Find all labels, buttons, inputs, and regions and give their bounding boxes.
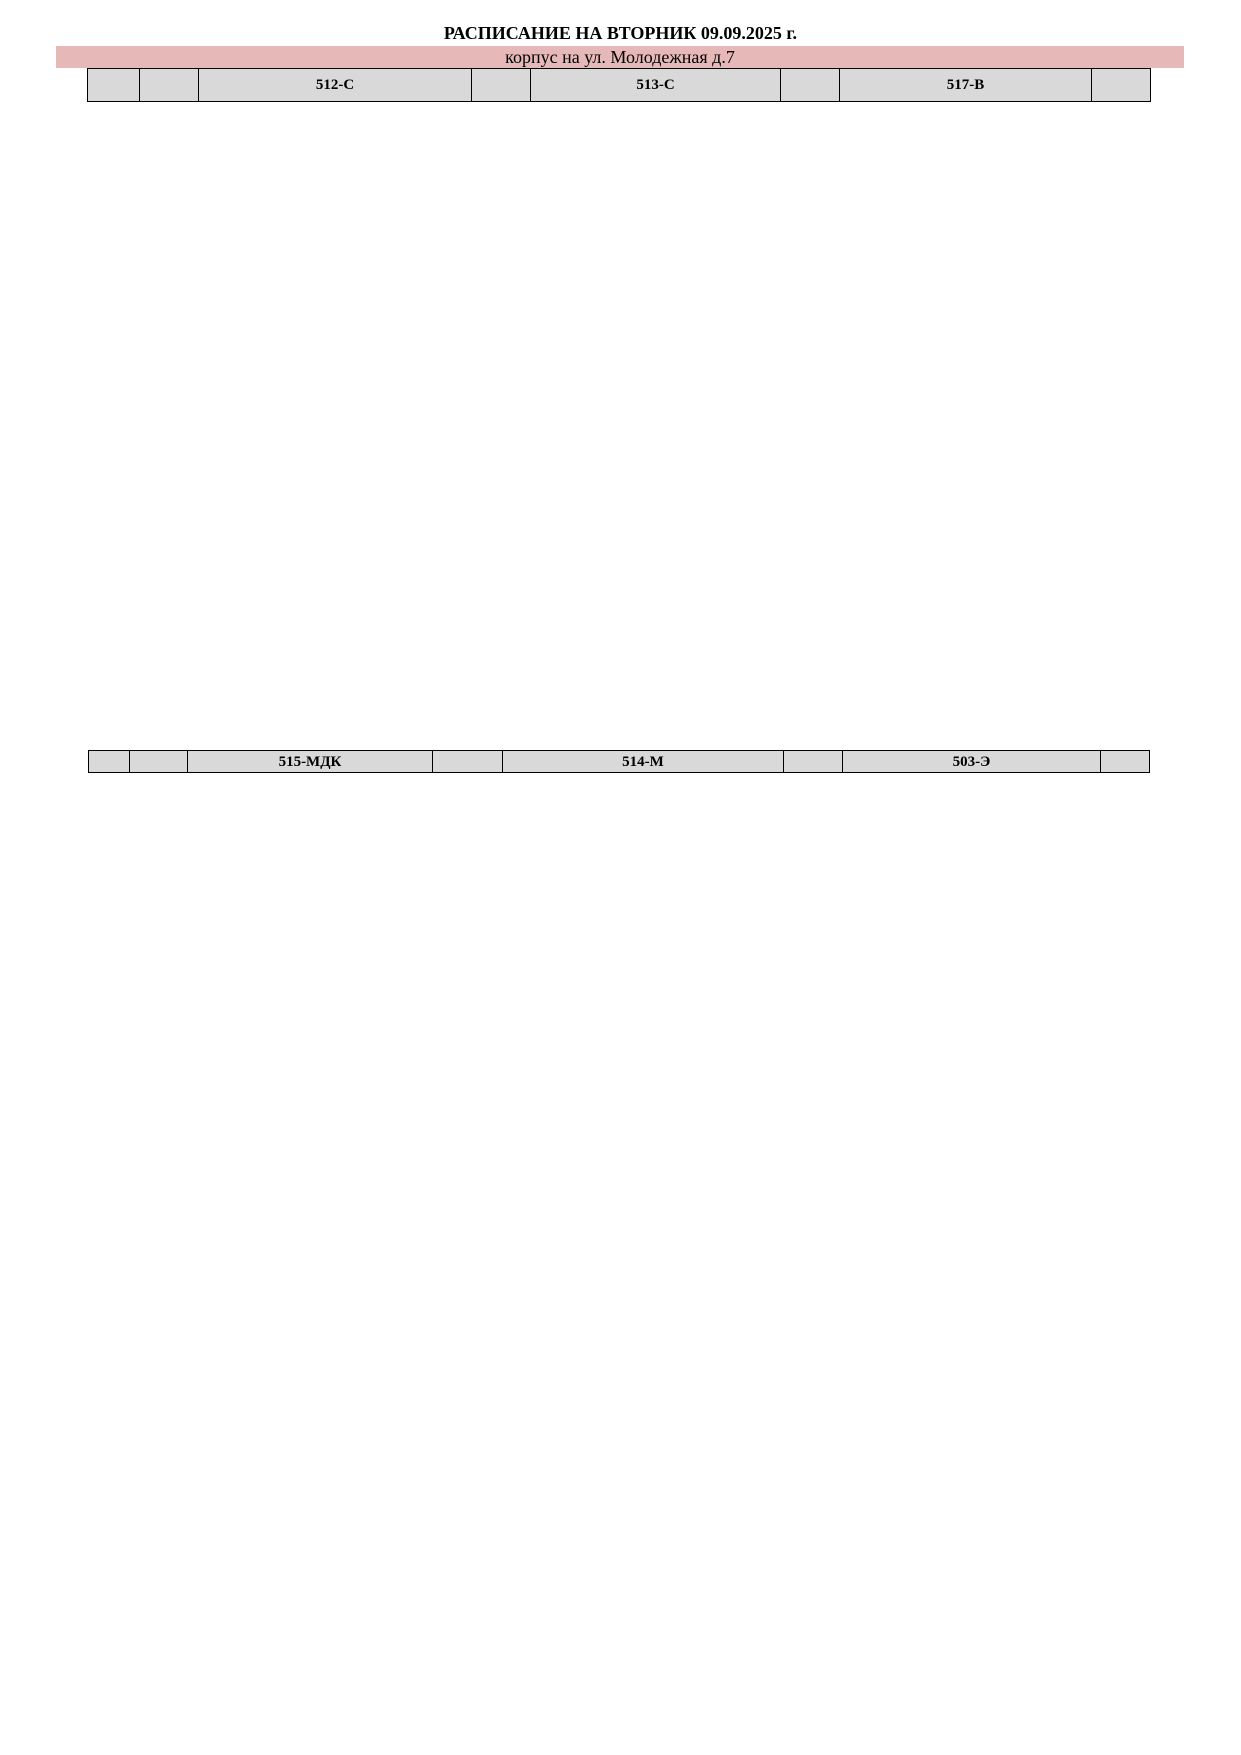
header-cell-blank (89, 751, 130, 773)
table-header-row (89, 751, 1150, 773)
header-cell-blank (140, 69, 199, 102)
group-header: 517-В (840, 69, 1092, 102)
page-title: РАСПИСАНИЕ НА ВТОРНИК 09.09.2025 г. (443, 23, 798, 43)
schedule-table-2 (88, 750, 1150, 773)
group-header: 512-С (199, 69, 472, 102)
header-cell-blank (433, 751, 503, 773)
header-cell-blank (88, 69, 140, 102)
header-cell-blank (130, 751, 188, 773)
schedule-table-1 (87, 68, 1151, 102)
header-cell-blank (1092, 69, 1151, 102)
group-header: 503-Э (843, 751, 1101, 773)
header-cell-blank (784, 751, 843, 773)
group-header: 514-М (503, 751, 784, 773)
header-cell-blank (472, 69, 531, 102)
building-address-banner: корпус на ул. Молодежная д.7 (56, 46, 1184, 68)
header-cell-blank (1101, 751, 1150, 773)
group-header: 513-С (531, 69, 781, 102)
table-header-row (88, 69, 1151, 102)
group-header: 515-МДК (188, 751, 433, 773)
header-cell-blank (781, 69, 840, 102)
